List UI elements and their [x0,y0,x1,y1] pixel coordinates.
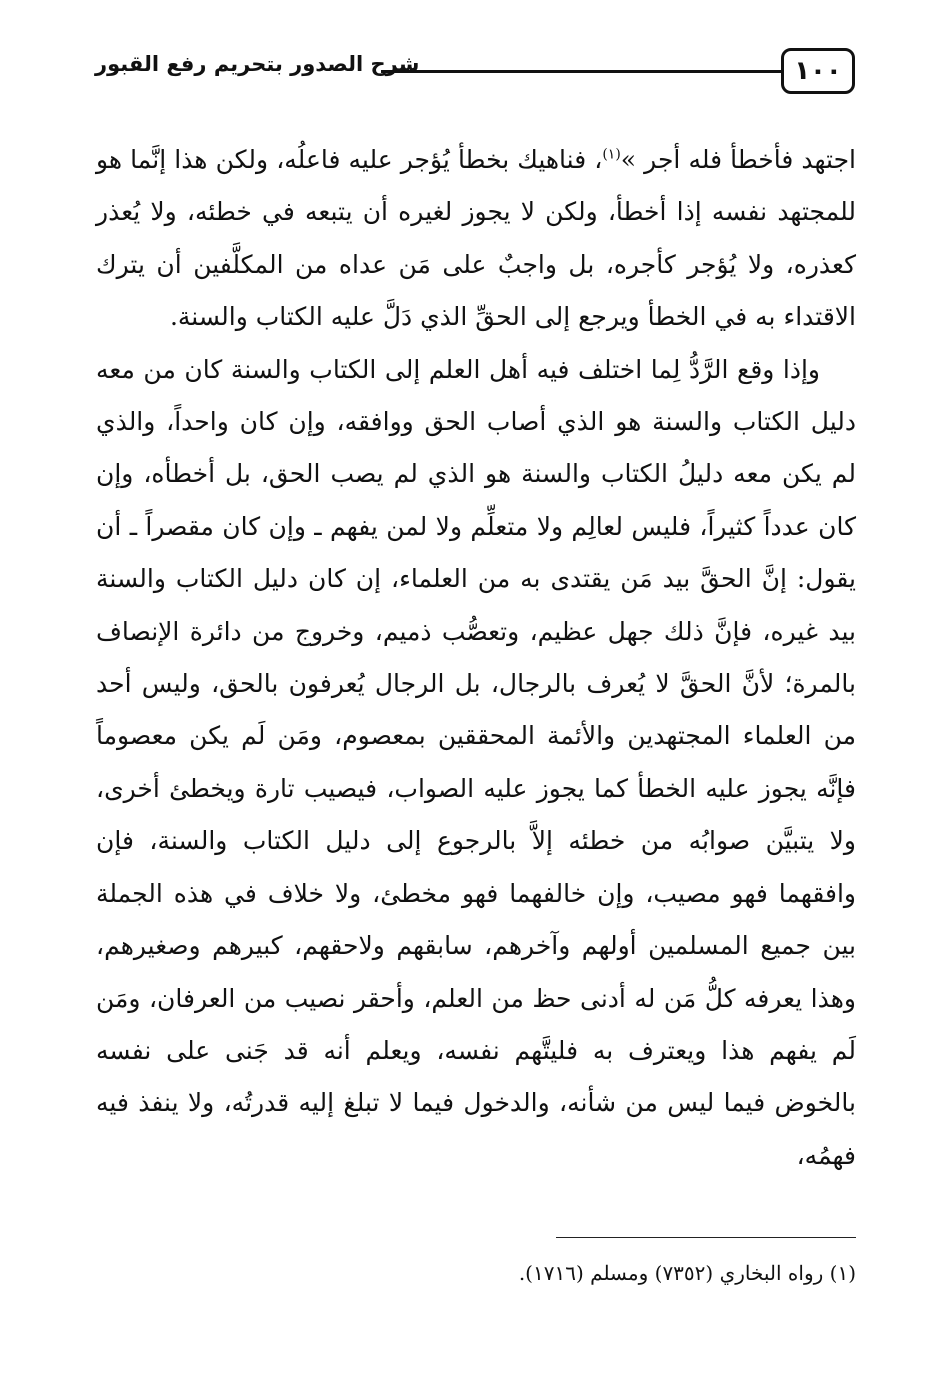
page-number: ١٠٠ [781,48,855,94]
paragraph-1-rest: ، فناهيك بخطأ يُؤجر عليه فاعلُه، ولكن هذا إنَّما هو للمجتهد نفسه إذا أخطأ، ولكن لا يجوز لغيره أن يتبعه في خطئه، ولا يُعذر كعذره، ولا يُؤجر كأجره، بل واجبٌ على مَن عداه من المكلَّفين أن يترك الاقتداء به في الخطأ ويرجع إلى الحقِّ الذي دَلَّ عليه الكتاب والسنة. [96,145,856,332]
footnote-divider [556,1237,856,1238]
running-title: شرح الصدور بتحريم رفع القبور [95,52,420,76]
paragraph-1-start: اجتهد فأخطأ فله أجر » [620,145,856,174]
footnote: (١) رواه البخاري (٧٣٥٢) ومسلم (١٧١٦). [518,1261,856,1285]
header-rule [381,70,781,73]
footnote-reference[interactable]: (١) [602,146,621,163]
page-header [95,48,855,100]
paragraph-2: وإذا وقع الرَّدُّ لِما اختلف فيه أهل العلم إلى الكتاب والسنة كان من معه دليل الكتاب والسنة هو الذي أصاب الحق ووافقه، وإن كان واحداً، والذي لم يكن معه دليلُ الكتاب والسنة هو الذي لم يصب الحق، بل أخطأه، وإن كان عدداً كثيراً، فليس لعالِم ولا متعلِّم ولا لمن يفهم ـ وإن كان مقصراً ـ أن يقول: إنَّ الحقَّ بيد مَن يقتدى به من العلماء، إن كان دليل الكتاب والسنة بيد غيره، فإنَّ ذلك جهل عظيم، وتعصُّب ذميم، وخروج من دائرة الإنصاف بالمرة؛ لأنَّ الحقَّ لا يُعرف بالرجال، بل الرجال يُعرفون بالحق، وليس أحد من العلماء المجتهدين والأئمة المحققين بمعصوم، ومَن لَم يكن معصوماً فإنَّه يجوز عليه الخطأ كما يجوز عليه الصواب، فيصيب تارة ويخطئ أخرى، ولا يتبيَّن صوابُه من خطئه إلاَّ بالرجوع إلى دليل الكتاب والسنة، فإن وافقهما فهو مصيب، وإن خالفهما فهو مخطئ، ولا خلاف في هذه الجملة بين جميع المسلمين أولهم وآخرهم، سابقهم ولاحقهم، كبيرهم وصغيرهم، وهذا يعرفه كلُّ مَن له أدنى حظ من العلم، وأحقر نصيب من العرفان، ومَن لَم يفهم هذا ويعترف به فليتَّهم نفسه، ويعلم أنه قد جَنى على نفسه بالخوض فيما ليس من شأنه، والدخول فيما لا تبلغ إليه قدرتُه، ولا ينفذ فيه فهمُه، [96,354,856,1170]
paragraph-1 [96,134,856,344]
main-text [96,134,856,1182]
